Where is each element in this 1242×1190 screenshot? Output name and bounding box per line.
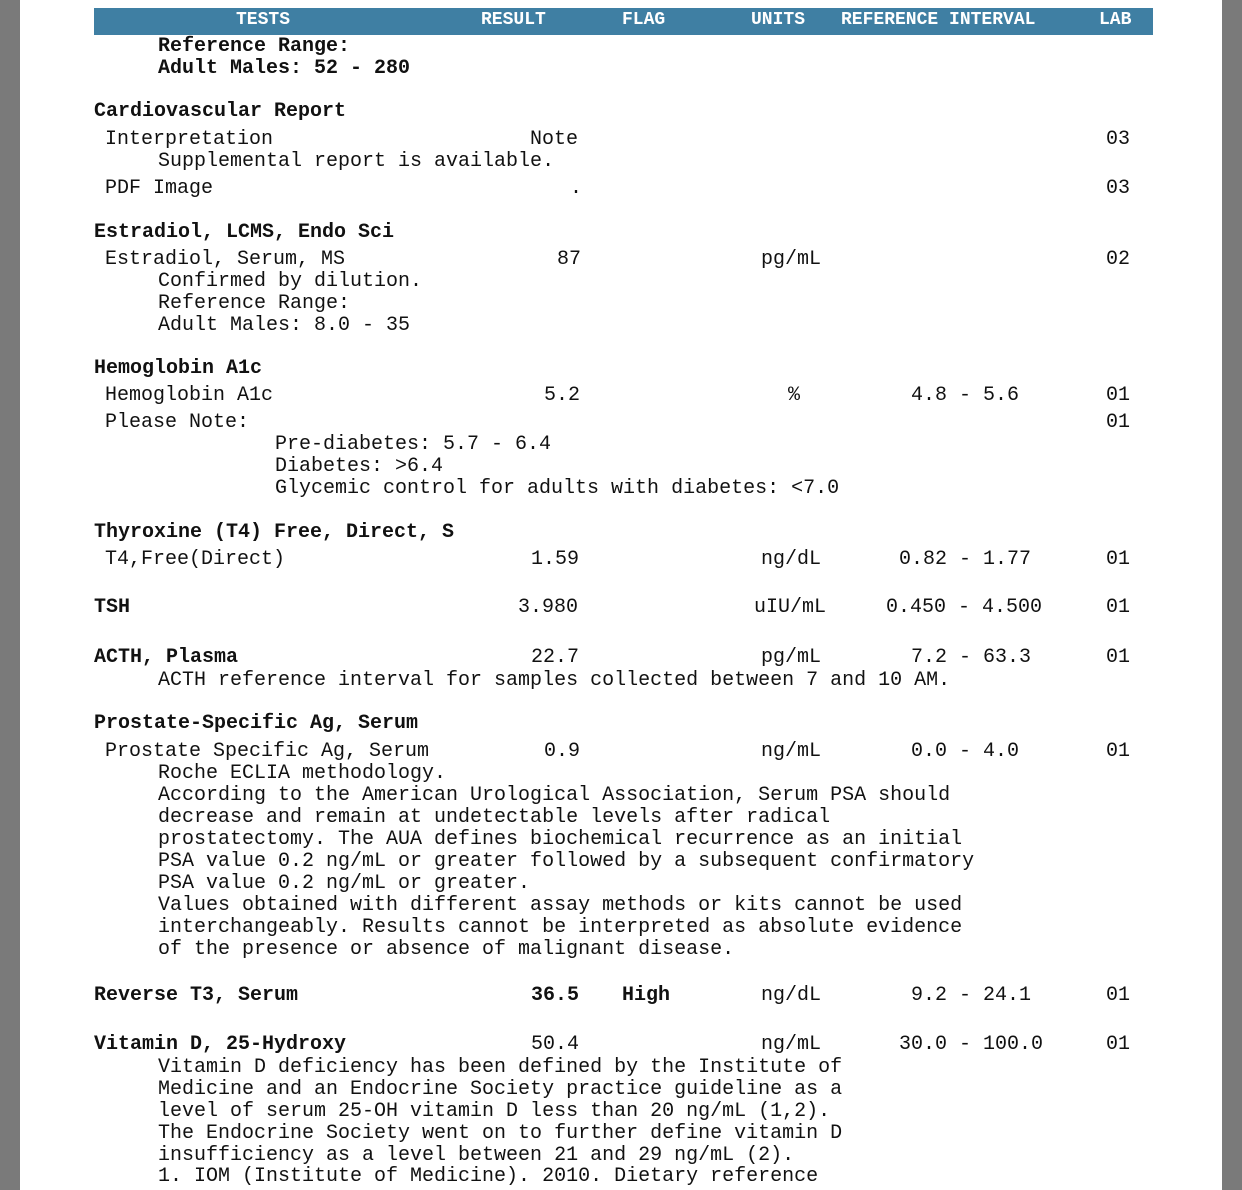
reference-range-value: Adult Males: 52 - 280 (158, 57, 411, 80)
header-tests: TESTS (236, 10, 291, 30)
test-name: Please Note: (105, 411, 250, 434)
test-note: ACTH reference interval for samples collected between 7 and 10 AM. (158, 669, 951, 692)
test-reference: 7.2 - 63.3 (911, 646, 1032, 669)
section-title: Prostate-Specific Ag, Serum (94, 712, 419, 735)
header-result: RESULT (481, 10, 546, 30)
test-reference: 0.82 - 1.77 (899, 548, 1032, 571)
test-units: ng/dL (761, 548, 822, 571)
test-name: Interpretation (105, 128, 274, 151)
test-note: Pre-diabetes: 5.7 - 6.4 (275, 433, 552, 456)
test-note: The Endocrine Society went on to further define vitamin D (158, 1122, 843, 1145)
test-units: pg/mL (761, 248, 822, 271)
test-note: Glycemic control for adults with diabetes: <7.0 (275, 477, 840, 500)
test-name: Estradiol, Serum, MS (105, 248, 346, 271)
test-reference: 4.8 - 5.6 (911, 384, 1020, 407)
test-result: 1.59 (531, 548, 580, 571)
test-result: . (570, 177, 583, 200)
test-lab: 01 (1106, 740, 1131, 763)
test-units: pg/mL (761, 646, 822, 669)
test-note: 1. IOM (Institute of Medicine). 2010. Dietary reference (158, 1165, 819, 1188)
test-note: According to the American Urological Association, Serum PSA should (158, 784, 951, 807)
test-name: Vitamin D, 25-Hydroxy (94, 1033, 347, 1056)
test-result: 0.9 (544, 740, 581, 763)
test-lab: 01 (1106, 384, 1131, 407)
test-note: Adult Males: 8.0 - 35 (158, 314, 411, 337)
test-reference: 30.0 - 100.0 (899, 1033, 1044, 1056)
test-note: Reference Range: (158, 292, 351, 315)
test-result: 3.980 (518, 596, 579, 619)
test-name: Prostate Specific Ag, Serum (105, 740, 430, 763)
test-result: 5.2 (544, 384, 581, 407)
test-note: Confirmed by dilution. (158, 270, 423, 293)
test-note: decrease and remain at undetectable levels after radical (158, 806, 831, 829)
section-title: Hemoglobin A1c (94, 357, 263, 380)
test-note: Vitamin D deficiency has been defined by the Institute of (158, 1056, 843, 1079)
test-note: level of serum 25-OH vitamin D less than 20 ng/mL (1,2). (158, 1100, 831, 1123)
test-lab: 01 (1106, 596, 1131, 619)
test-flag: High (622, 984, 671, 1007)
test-lab: 01 (1106, 411, 1131, 434)
test-note: Roche ECLIA methodology. (158, 762, 447, 785)
test-note: interchangeably. Results cannot be interpreted as absolute evidence (158, 916, 963, 939)
test-result: 87 (557, 248, 582, 271)
test-lab: 02 (1106, 248, 1131, 271)
test-note: Diabetes: >6.4 (275, 455, 444, 478)
header-flag: FLAG (622, 10, 666, 30)
test-note: Medicine and an Endocrine Society practice guideline as a (158, 1078, 843, 1101)
test-reference: 0.0 - 4.0 (911, 740, 1020, 763)
report-page (20, 0, 1222, 1190)
section-title: Estradiol, LCMS, Endo Sci (94, 221, 395, 244)
test-lab: 03 (1106, 128, 1131, 151)
test-note: Values obtained with different assay methods or kits cannot be used (158, 894, 963, 917)
test-lab: 01 (1106, 1033, 1131, 1056)
test-result: 22.7 (531, 646, 580, 669)
test-units: % (788, 384, 801, 407)
header-lab: LAB (1099, 10, 1132, 30)
test-note: PSA value 0.2 ng/mL or greater followed by a subsequent confirmatory (158, 850, 975, 873)
test-result: Note (530, 128, 579, 151)
test-note: PSA value 0.2 ng/mL or greater. (158, 872, 531, 895)
test-units: ng/mL (761, 740, 822, 763)
test-note: insufficiency as a level between 21 and 29 ng/mL (2). (158, 1144, 795, 1167)
test-note: Supplemental report is available. (158, 150, 555, 173)
test-name: Hemoglobin A1c (105, 384, 274, 407)
test-name: PDF Image (105, 177, 214, 200)
header-units: UNITS (751, 10, 806, 30)
test-units: ng/mL (761, 1033, 822, 1056)
test-lab: 03 (1106, 177, 1131, 200)
test-lab: 01 (1106, 548, 1131, 571)
test-lab: 01 (1106, 646, 1131, 669)
column-header-bar (94, 8, 1153, 35)
test-note: prostatectomy. The AUA defines biochemical recurrence as an initial (158, 828, 963, 851)
test-lab: 01 (1106, 984, 1131, 1007)
test-name: T4,Free(Direct) (105, 548, 286, 571)
test-result: 36.5 (531, 984, 580, 1007)
test-name: ACTH, Plasma (94, 646, 239, 669)
test-units: uIU/mL (754, 596, 827, 619)
test-units: ng/dL (761, 984, 822, 1007)
header-reference-interval: REFERENCE INTERVAL (841, 10, 1036, 30)
test-name: Reverse T3, Serum (94, 984, 299, 1007)
test-reference: 9.2 - 24.1 (911, 984, 1032, 1007)
test-name: TSH (94, 596, 131, 619)
section-title: Thyroxine (T4) Free, Direct, S (94, 521, 455, 544)
section-title: Cardiovascular Report (94, 100, 347, 123)
test-note: of the presence or absence of malignant disease. (158, 938, 735, 961)
test-reference: 0.450 - 4.500 (886, 596, 1043, 619)
test-result: 50.4 (531, 1033, 580, 1056)
reference-range-label: Reference Range: (158, 35, 351, 58)
